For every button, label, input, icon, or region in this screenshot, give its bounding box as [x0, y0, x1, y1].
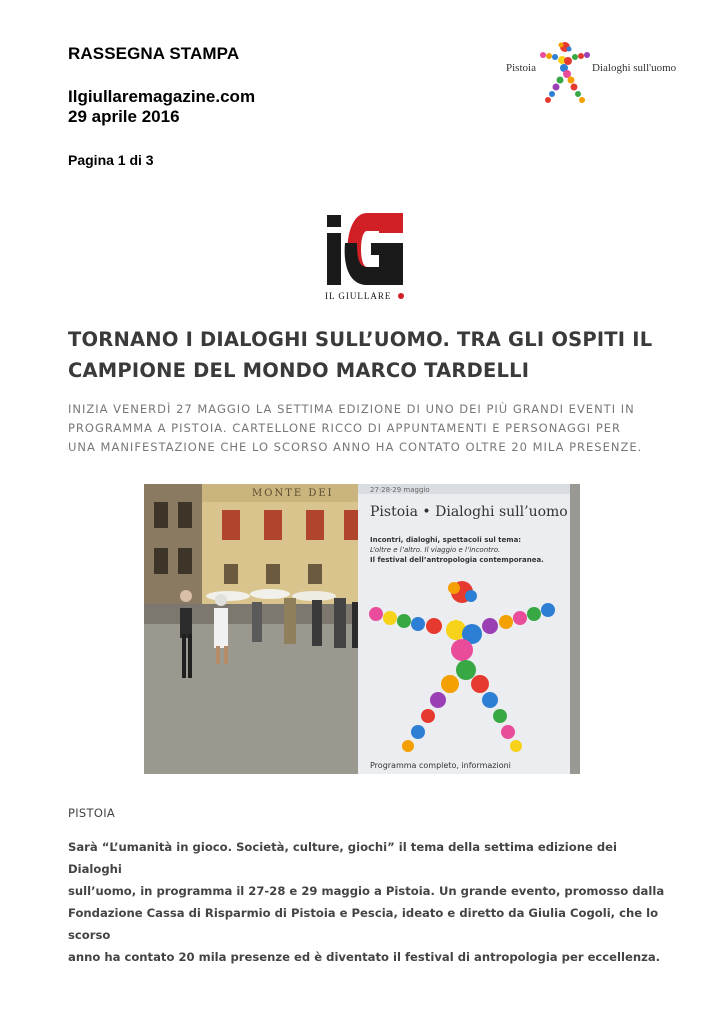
poster-line-3: Il festival dell’antropologia contemporanea. [370, 556, 544, 564]
poster-line-2: L’oltre e l’altro. Il viaggio e l’incontro. [370, 546, 501, 554]
article-body: Sarà “L’umanità in gioco. Società, culture, giochi” il tema della settima edizione dei Dialoghi sull’uomo, in programma il 27-28 e 29 maggio a Pistoia. Un grande evento, promosso dalla Fondazione Cassa di Risparmio di Pistoia e Pescia, ideato e diretto da Giulia Cogoli, che lo scorso anno ha contato 20 mila presenze ed è diventato il festival di antropologia per eccellenza. [68, 840, 665, 964]
festival-logo-left-text: Pistoia [506, 62, 536, 74]
poster-footer: Programma completo, informazioni [370, 761, 511, 770]
press-header [68, 44, 239, 64]
il-giullare-logo [305, 203, 417, 309]
building-sign: MONTE DEI [252, 488, 334, 499]
festival-logo [500, 38, 680, 106]
article-location: PISTOIA [68, 806, 116, 820]
article-headline: TORNANO I DIALOGHI SULL’UOMO. TRA GLI OSPITI IL CAMPIONE DEL MONDO MARCO TARDELLI [68, 328, 653, 382]
colorful-figure-icon [540, 40, 590, 104]
poster-date: 27·28·29 maggio [370, 486, 430, 494]
source-date: 29 aprile 2016 [68, 107, 180, 126]
article-lead: INIZIA VENERDÌ 27 MAGGIO LA SETTIMA EDIZIONE DI UNO DEI PIÙ GRANDI EVENTI IN PROGRAMMA A PISTOIA. CARTELLONE RICCO DI APPUNTAMENTI E PERSONAGGI PER UNA MANIFESTAZIONE CHE LO SCORSO ANNO HA CONTATO OLTRE 20 MILA PRESENZE. [68, 402, 643, 454]
press-review-title: RASSEGNA STAMPA [68, 44, 240, 63]
giullare-caption: IL GIULLARE [325, 291, 404, 301]
giullare-monogram-icon [327, 203, 409, 287]
page-number: Pagina 1 di 3 [68, 152, 154, 168]
poster-line-1: Incontri, dialoghi, spettacoli sul tema: [370, 536, 522, 544]
article-photo [144, 484, 580, 774]
festival-logo-right-text: Dialoghi sull'uomo [592, 62, 677, 74]
poster-title: Pistoia • Dialoghi sull’uomo [370, 504, 568, 520]
red-dot-icon [398, 293, 404, 299]
source-block [68, 87, 255, 127]
source-site: Ilgiullaremagazine.com [68, 87, 256, 106]
